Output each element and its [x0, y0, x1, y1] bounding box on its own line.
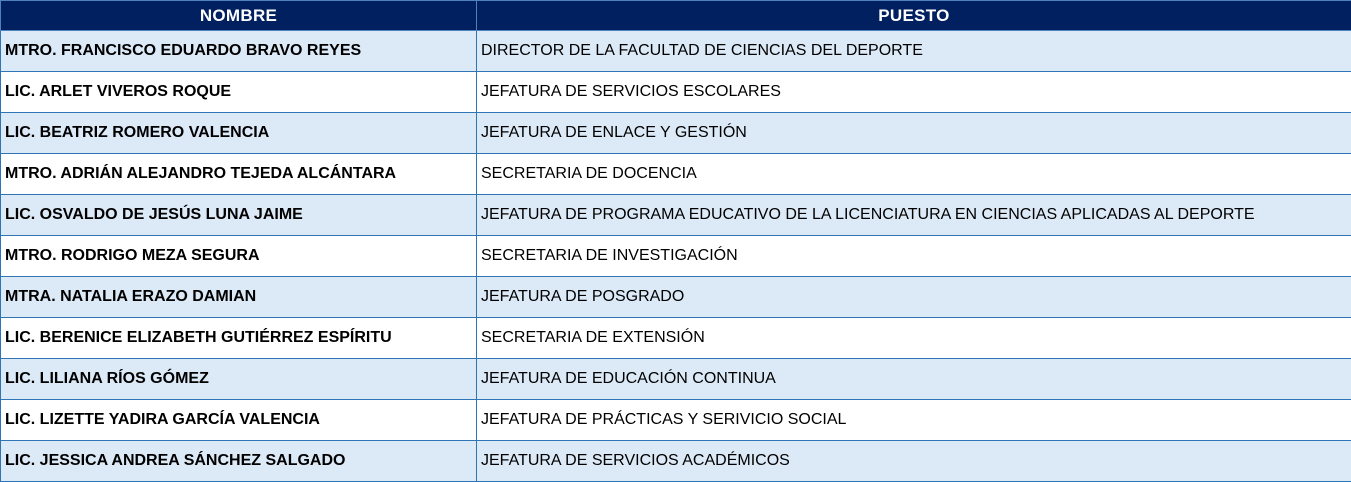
cell-nombre: LIC. OSVALDO DE JESÚS LUNA JAIME [1, 195, 477, 236]
cell-nombre: LIC. LILIANA RÍOS GÓMEZ [1, 359, 477, 400]
table-row [1, 318, 1351, 359]
table-row [1, 277, 1351, 318]
cell-puesto: JEFATURA DE ENLACE Y GESTIÓN [477, 113, 1351, 154]
column-header-nombre: NOMBRE [1, 1, 477, 31]
cell-puesto: SECRETARIA DE DOCENCIA [477, 154, 1351, 195]
cell-nombre: LIC. JESSICA ANDREA SÁNCHEZ SALGADO [1, 441, 477, 482]
cell-puesto: JEFATURA DE PRÁCTICAS Y SERIVICIO SOCIAL [477, 400, 1351, 441]
cell-puesto: JEFATURA DE EDUCACIÓN CONTINUA [477, 359, 1351, 400]
cell-nombre: MTRO. FRANCISCO EDUARDO BRAVO REYES [1, 31, 477, 72]
column-header-puesto: PUESTO [477, 1, 1351, 31]
table-row [1, 72, 1351, 113]
table-row [1, 31, 1351, 72]
header-row [1, 1, 1351, 31]
cell-nombre: MTRA. NATALIA ERAZO DAMIAN [1, 277, 477, 318]
cell-puesto: DIRECTOR DE LA FACULTAD DE CIENCIAS DEL DEPORTE [477, 31, 1351, 72]
table-header [1, 1, 1351, 31]
cell-puesto: JEFATURA DE SERVICIOS ESCOLARES [477, 72, 1351, 113]
table-row [1, 400, 1351, 441]
table-body [1, 31, 1351, 482]
cell-puesto: JEFATURA DE SERVICIOS ACADÉMICOS [477, 441, 1351, 482]
table-row [1, 359, 1351, 400]
cell-nombre: LIC. BEATRIZ ROMERO VALENCIA [1, 113, 477, 154]
table-row [1, 441, 1351, 482]
table-row [1, 154, 1351, 195]
table-row [1, 113, 1351, 154]
cell-puesto: JEFATURA DE POSGRADO [477, 277, 1351, 318]
cell-puesto: SECRETARIA DE EXTENSIÓN [477, 318, 1351, 359]
cell-nombre: LIC. LIZETTE YADIRA GARCÍA VALENCIA [1, 400, 477, 441]
cell-puesto: JEFATURA DE PROGRAMA EDUCATIVO DE LA LICENCIATURA EN CIENCIAS APLICADAS AL DEPORTE [477, 195, 1351, 236]
cell-nombre: LIC. BERENICE ELIZABETH GUTIÉRREZ ESPÍRITU [1, 318, 477, 359]
table-row [1, 195, 1351, 236]
table-row [1, 236, 1351, 277]
cell-nombre: MTRO. RODRIGO MEZA SEGURA [1, 236, 477, 277]
cell-puesto: SECRETARIA DE INVESTIGACIÓN [477, 236, 1351, 277]
cell-nombre: MTRO. ADRIÁN ALEJANDRO TEJEDA ALCÁNTARA [1, 154, 477, 195]
cell-nombre: LIC. ARLET VIVEROS ROQUE [1, 72, 477, 113]
